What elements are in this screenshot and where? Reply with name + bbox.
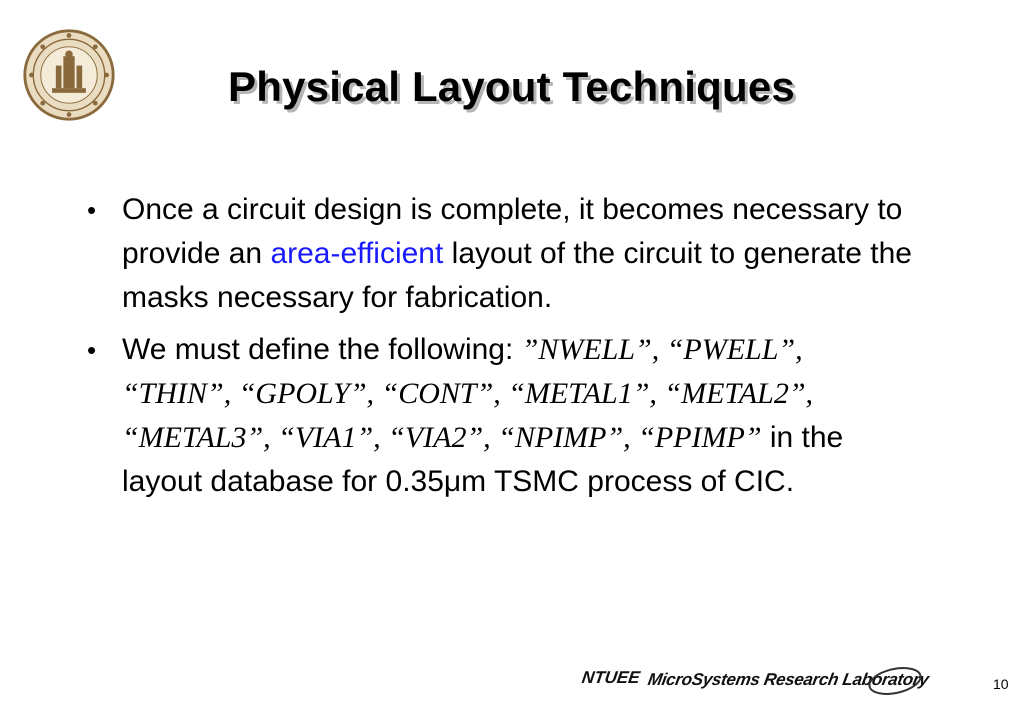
bullet-text: Once a circuit design is complete, it becomes necessary to provide an xyxy=(122,193,903,270)
layer-names: ”NWELL”, “PWELL”, “THIN”, “GPOLY”, “CONT”, “METAL1”, “METAL2”, “METAL3”, “VIA1”, “VIA2”, “NPIMP”, “PPIMP” xyxy=(122,333,814,454)
bullet-text: layout of the circuit to generate the masks necessary for fabrication. xyxy=(122,237,912,314)
swoosh-icon xyxy=(860,663,930,699)
bullet-text: We must define the following: xyxy=(122,333,522,366)
highlighted-term: area-efficient xyxy=(270,237,444,270)
slide-title: Physical Layout Techniques xyxy=(228,63,795,110)
bullet-list xyxy=(83,188,913,512)
footer-ntuee: NTUEE xyxy=(580,668,642,687)
bullet-item xyxy=(83,328,913,504)
bullet-text: in the layout database for 0.35μm TSMC process of CIC. xyxy=(122,421,844,498)
page-number: 10 xyxy=(993,676,1009,692)
footer-lab-name: MicroSystems Research Laboratory xyxy=(646,670,931,689)
footer-lab-logo xyxy=(580,665,980,705)
bullet-icon: • xyxy=(87,335,97,365)
bullet-item xyxy=(83,188,913,320)
bullet-icon: • xyxy=(87,195,97,225)
